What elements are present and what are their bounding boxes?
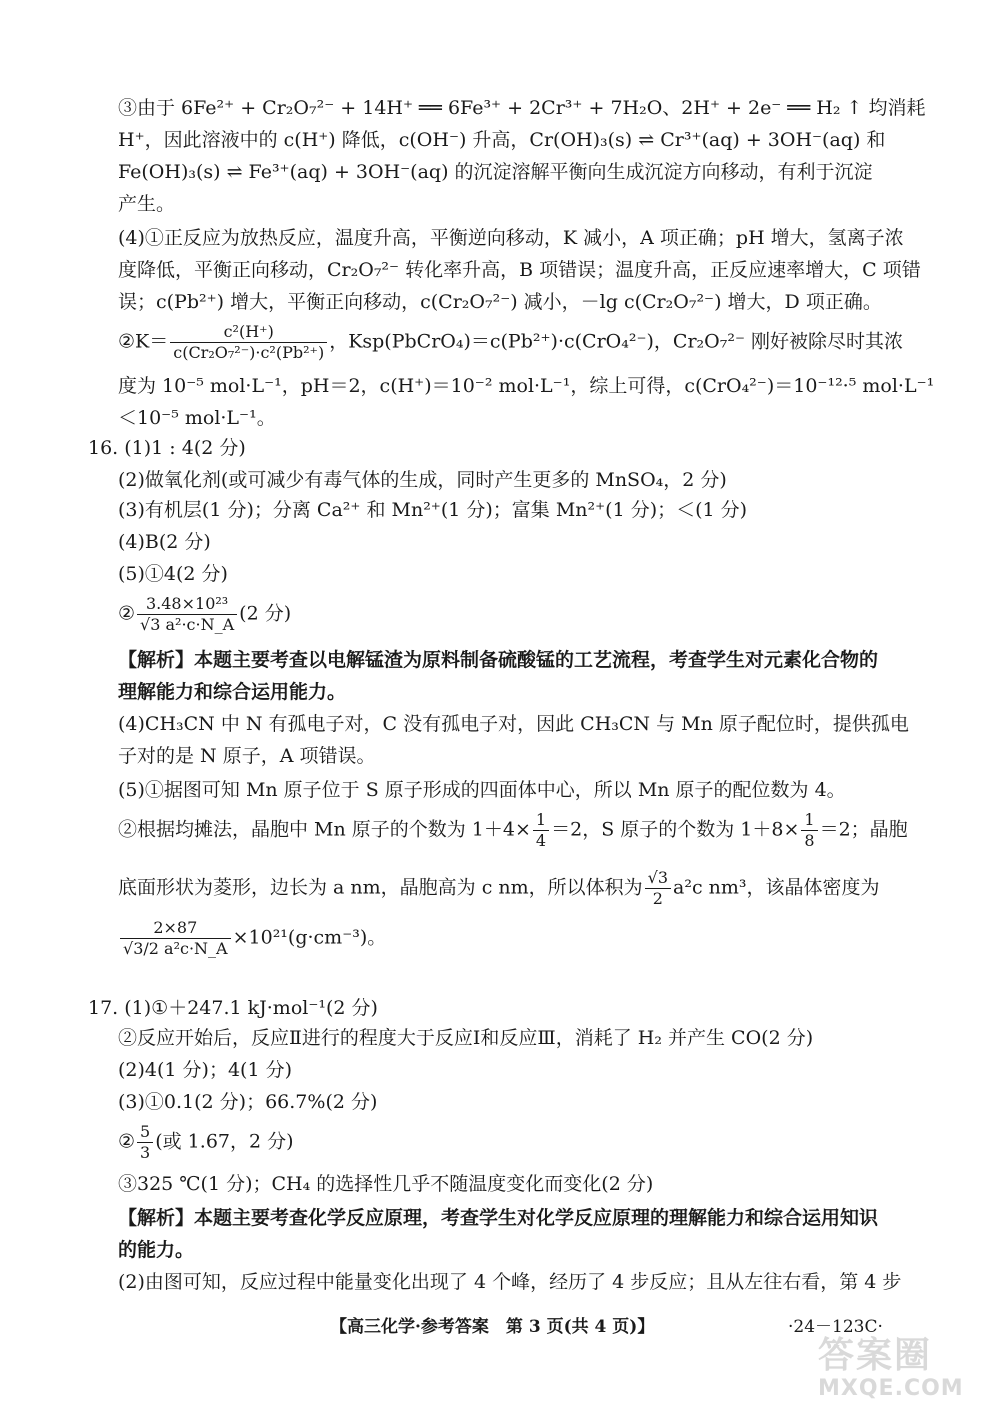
text-segment: ×10²¹(g·cm⁻³)。	[232, 926, 387, 949]
fraction-numerator: 5	[137, 1122, 153, 1143]
fraction-denominator: 8	[804, 831, 815, 850]
fraction-numerator: 2×87	[120, 918, 231, 939]
text-line: ＜10⁻⁵ mol·L⁻¹。	[118, 407, 276, 429]
density-formula-line	[118, 918, 386, 959]
question-17-answer: 17. (1)①＋247.1 kJ·mol⁻¹(2 分)	[88, 997, 378, 1019]
fraction-denominator: 4	[535, 831, 547, 850]
density-answer-line	[118, 594, 291, 635]
text-segment: a²c nm³，该晶体密度为	[673, 876, 880, 899]
text-line: (2)4(1 分)；4(1 分)	[118, 1059, 292, 1081]
text-line: 度为 10⁻⁵ mol·L⁻¹，pH＝2，c(H⁺)＝10⁻² mol·L⁻¹，综上可得，c(CrO₄²⁻)＝10⁻¹²·⁵ mol·L⁻¹	[118, 375, 935, 397]
page-footer: 【高三化学·参考答案 第 3 页(共 4 页)】	[330, 1317, 655, 1337]
text-line: H⁺，因此溶液中的 c(H⁺) 降低，c(OH⁻) 升高，Cr(OH)₃(s) ⇌ Cr³⁺(aq) + 3OH⁻(aq) 和	[118, 129, 886, 151]
text-segment: ②根据均摊法，晶胞中 Mn 原子的个数为 1＋4×	[118, 818, 531, 841]
ratio-answer-line	[118, 1122, 294, 1163]
fraction-numerator: 1	[533, 810, 549, 831]
fraction	[170, 322, 327, 363]
watermark-logo	[818, 1336, 988, 1406]
text-line: 度降低，平衡正向移动，Cr₂O₇²⁻ 转化率升高，B 项错误；温度升高，正反应速率增大，C 项错	[118, 259, 921, 281]
fraction-denominator: 3	[140, 1143, 151, 1162]
atom-count-line	[118, 810, 908, 851]
volume-line	[118, 868, 880, 909]
text-line: (5)①4(2 分)	[118, 563, 228, 585]
fraction-numerator: √3	[645, 868, 671, 889]
text-segment: ＝2，S 原子的个数为 1＋8×	[551, 818, 800, 841]
text-line: (5)①据图可知 Mn 原子位于 S 原子形成的四面体中心，所以 Mn 原子的配位数为 4。	[118, 779, 846, 801]
fraction-denominator: 2	[652, 889, 663, 908]
text-line: (2)做氧化剂(或可减少有毒气体的生成，同时产生更多的 MnSO₄，2 分)	[118, 469, 727, 491]
text-segment: (2 分)	[239, 602, 292, 625]
watermark-url: MXQE.COM	[818, 1376, 964, 1401]
text-segment: ＝2；晶胞	[819, 818, 908, 841]
document-code: ·24－123C·	[788, 1317, 883, 1337]
text-segment: ，Ksp(PbCrO₄)＝c(Pb²⁺)·c(CrO₄²⁻)，Cr₂O₇²⁻ 刚好被除尽时其浓	[329, 330, 904, 353]
text-line: Fe(OH)₃(s) ⇌ Fe³⁺(aq) + 3OH⁻(aq) 的沉淀溶解平衡向生成沉淀方向移动，有利于沉淀	[118, 161, 873, 183]
equilibrium-constant-line	[118, 322, 903, 363]
text-line: ③由于 6Fe²⁺ + Cr₂O₇²⁻ + 14H⁺ ══ 6Fe³⁺ + 2Cr³⁺ + 7H₂O、2H⁺ + 2e⁻ ══ H₂ ↑ 均消耗	[118, 97, 926, 119]
text-line: (2)由图可知，反应过程中能量变化出现了 4 个峰，经历了 4 步反应；且从左往右看，第 4 步	[118, 1271, 902, 1293]
fraction	[137, 594, 237, 635]
watermark-text: 答案圈	[818, 1335, 933, 1376]
fraction	[533, 810, 549, 851]
fraction	[120, 918, 231, 959]
fraction-numerator: c²(H⁺)	[170, 322, 327, 343]
text-line: ③325 ℃(1 分)；CH₄ 的选择性几乎不随温度变化而变化(2 分)	[118, 1173, 654, 1195]
fraction	[137, 1122, 153, 1163]
text-line: (3)有机层(1 分)；分离 Ca²⁺ 和 Mn²⁺(1 分)；富集 Mn²⁺(1 分)；＜(1 分)	[118, 499, 748, 521]
fraction	[801, 810, 817, 851]
analysis-heading: 【解析】本题主要考查以电解锰渣为原料制备硫酸锰的工艺流程，考查学生对元素化合物的	[118, 649, 879, 671]
text-line: 子对的是 N 原子，A 项错误。	[118, 745, 376, 767]
fraction-denominator: √3 a²·c·N_A	[140, 615, 235, 634]
text-line: (4)①正反应为放热反应，温度升高，平衡逆向移动，K 减小，A 项正确；pH 增大，氢离子浓	[118, 227, 904, 249]
question-16-answer: 16. (1)1 : 4(2 分)	[88, 437, 246, 459]
text-line: ②反应开始后，反应Ⅱ进行的程度大于反应Ⅰ和反应Ⅲ，消耗了 H₂ 并产生 CO(2 分)	[118, 1027, 814, 1049]
text-line: (4)B(2 分)	[118, 531, 211, 553]
text-line: (3)①0.1(2 分)；66.7%(2 分)	[118, 1091, 378, 1113]
text-line: (4)CH₃CN 中 N 有孤电子对，C 没有孤电子对，因此 CH₃CN 与 Mn 原子配位时，提供孤电	[118, 713, 909, 735]
analysis-heading: 的能力。	[118, 1239, 195, 1261]
fraction	[645, 868, 671, 909]
text-segment: (或 1.67，2 分)	[155, 1130, 294, 1153]
analysis-heading: 【解析】本题主要考查化学反应原理，考查学生对化学反应原理的理解能力和综合运用知识	[118, 1207, 879, 1229]
text-line: 产生。	[118, 193, 176, 215]
fraction-denominator: c(Cr₂O₇²⁻)·c²(Pb²⁺)	[173, 343, 325, 362]
fraction-numerator: 1	[801, 810, 817, 831]
text-segment: 底面形状为菱形，边长为 a nm，晶胞高为 c nm，所以体积为	[118, 876, 643, 899]
fraction-numerator: 3.48×10²³	[137, 594, 237, 615]
analysis-heading: 理解能力和综合运用能力。	[118, 681, 347, 703]
text-line: 误；c(Pb²⁺) 增大，平衡正向移动，c(Cr₂O₇²⁻) 减小，－lg c(Cr₂O₇²⁻) 增大，D 项正确。	[118, 291, 882, 313]
fraction-denominator: √3/2 a²c·N_A	[123, 939, 228, 958]
text-segment: ②K＝	[118, 330, 169, 353]
text-segment: ②	[118, 602, 136, 625]
text-segment: ②	[118, 1130, 136, 1153]
